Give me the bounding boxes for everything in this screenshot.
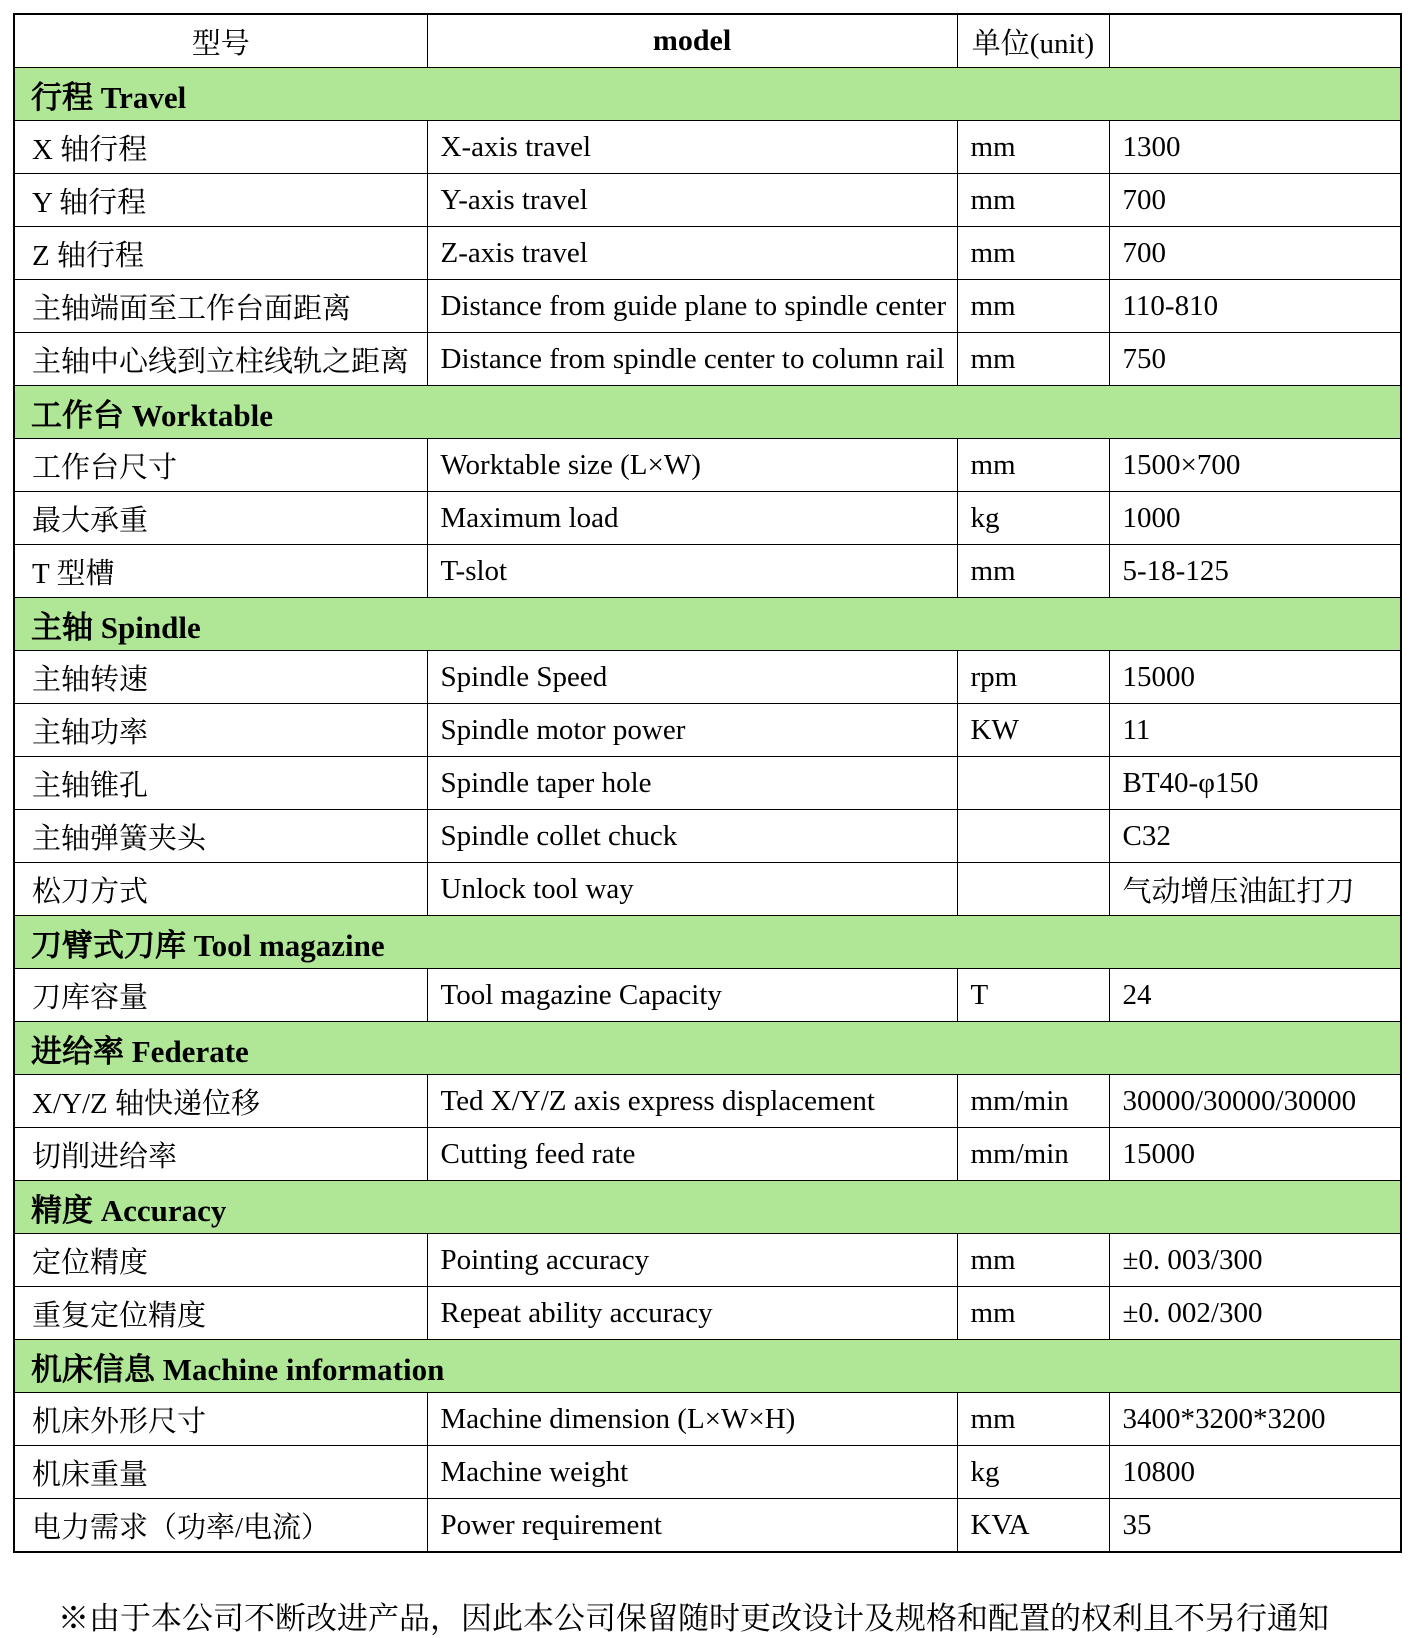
spec-row [14, 1393, 1401, 1446]
spec-unit: rpm [957, 651, 1109, 704]
spec-row [14, 280, 1401, 333]
spec-name-en: Tool magazine Capacity [427, 969, 957, 1022]
spec-value: 24 [1109, 969, 1401, 1022]
spec-value: 110-810 [1109, 280, 1401, 333]
section-title: 刀臂式刀库 Tool magazine [14, 916, 1401, 969]
section-title: 机床信息 Machine information [14, 1340, 1401, 1393]
spec-name-cn: X 轴行程 [14, 121, 427, 174]
spec-value: BT40-φ150 [1109, 757, 1401, 810]
spec-name-cn: T 型槽 [14, 545, 427, 598]
spec-name-cn: 最大承重 [14, 492, 427, 545]
spec-row [14, 1446, 1401, 1499]
section-title: 精度 Accuracy [14, 1181, 1401, 1234]
spec-value: 11 [1109, 704, 1401, 757]
spec-value: 15000 [1109, 1128, 1401, 1181]
spec-row [14, 651, 1401, 704]
spec-value: ±0. 003/300 [1109, 1234, 1401, 1287]
section-header-row [14, 1340, 1401, 1393]
spec-name-cn: 刀库容量 [14, 969, 427, 1022]
header-value [1109, 14, 1401, 68]
spec-name-cn: 重复定位精度 [14, 1287, 427, 1340]
spec-name-cn: 主轴转速 [14, 651, 427, 704]
spec-name-en: Repeat ability accuracy [427, 1287, 957, 1340]
header-unit: 单位(unit) [957, 14, 1109, 68]
spec-name-cn: Y 轴行程 [14, 174, 427, 227]
spec-name-en: Spindle collet chuck [427, 810, 957, 863]
spec-name-en: Worktable size (L×W) [427, 439, 957, 492]
spec-row [14, 704, 1401, 757]
table-header-row [14, 14, 1401, 68]
spec-unit: mm [957, 227, 1109, 280]
spec-unit [957, 757, 1109, 810]
spec-name-en: T-slot [427, 545, 957, 598]
spec-name-en: Z-axis travel [427, 227, 957, 280]
spec-name-en: Unlock tool way [427, 863, 957, 916]
spec-name-en: Pointing accuracy [427, 1234, 957, 1287]
spec-row [14, 757, 1401, 810]
spec-unit: mm [957, 280, 1109, 333]
spec-value: 1000 [1109, 492, 1401, 545]
spec-unit: KW [957, 704, 1109, 757]
spec-name-cn: 定位精度 [14, 1234, 427, 1287]
spec-value: C32 [1109, 810, 1401, 863]
spec-name-cn: 松刀方式 [14, 863, 427, 916]
section-header-row [14, 916, 1401, 969]
spec-name-cn: 主轴弹簧夹头 [14, 810, 427, 863]
spec-name-en: Cutting feed rate [427, 1128, 957, 1181]
spec-value: 10800 [1109, 1446, 1401, 1499]
section-header-row [14, 598, 1401, 651]
spec-unit: kg [957, 492, 1109, 545]
spec-value: 700 [1109, 227, 1401, 280]
spec-row [14, 1287, 1401, 1340]
spec-name-cn: 主轴中心线到立柱线轨之距离 [14, 333, 427, 386]
spec-name-cn: X/Y/Z 轴快递位移 [14, 1075, 427, 1128]
spec-name-cn: 主轴端面至工作台面距离 [14, 280, 427, 333]
spec-value: 30000/30000/30000 [1109, 1075, 1401, 1128]
header-model-cn: 型号 [14, 14, 427, 68]
spec-name-en: X-axis travel [427, 121, 957, 174]
spec-value: 3400*3200*3200 [1109, 1393, 1401, 1446]
section-title: 行程 Travel [14, 68, 1401, 121]
spec-name-en: Distance from spindle center to column rail [427, 333, 957, 386]
spec-name-en: Power requirement [427, 1499, 957, 1553]
section-title: 进给率 Federate [14, 1022, 1401, 1075]
spec-row [14, 1499, 1401, 1553]
spec-name-en: Distance from guide plane to spindle center [427, 280, 957, 333]
spec-unit: mm/min [957, 1075, 1109, 1128]
spec-row [14, 439, 1401, 492]
spec-unit: mm [957, 1234, 1109, 1287]
spec-name-cn: 电力需求（功率/电流） [14, 1499, 427, 1553]
spec-value: 1300 [1109, 121, 1401, 174]
section-header-row [14, 386, 1401, 439]
spec-name-cn: 机床外形尺寸 [14, 1393, 427, 1446]
spec-value: 35 [1109, 1499, 1401, 1553]
spec-row [14, 810, 1401, 863]
spec-unit [957, 863, 1109, 916]
spec-unit: mm [957, 439, 1109, 492]
spec-name-cn: 切削进给率 [14, 1128, 427, 1181]
spec-name-cn: 工作台尺寸 [14, 439, 427, 492]
spec-row [14, 227, 1401, 280]
spec-value: 700 [1109, 174, 1401, 227]
header-model-en: model [427, 14, 957, 68]
spec-name-en: Y-axis travel [427, 174, 957, 227]
spec-unit: kg [957, 1446, 1109, 1499]
spec-row [14, 1234, 1401, 1287]
section-title: 工作台 Worktable [14, 386, 1401, 439]
spec-unit: mm [957, 1393, 1109, 1446]
section-header-row [14, 68, 1401, 121]
spec-name-cn: 机床重量 [14, 1446, 427, 1499]
section-header-row [14, 1022, 1401, 1075]
spec-name-en: Spindle Speed [427, 651, 957, 704]
spec-value: 气动增压油缸打刀 [1109, 863, 1401, 916]
spec-unit: T [957, 969, 1109, 1022]
spec-name-en: Maximum load [427, 492, 957, 545]
spec-unit: mm [957, 121, 1109, 174]
spec-unit [957, 810, 1109, 863]
spec-row [14, 333, 1401, 386]
spec-row [14, 1075, 1401, 1128]
spec-name-en: Ted X/Y/Z axis express displacement [427, 1075, 957, 1128]
spec-name-cn: 主轴功率 [14, 704, 427, 757]
spec-row [14, 492, 1401, 545]
spec-unit: mm/min [957, 1128, 1109, 1181]
spec-unit: mm [957, 545, 1109, 598]
spec-unit: mm [957, 1287, 1109, 1340]
footer-disclaimer-note: ※由于本公司不断改进产品，因此本公司保留随时更改设计及规格和配置的权利且不另行通知 [58, 1601, 1329, 1636]
spec-name-en: Machine dimension (L×W×H) [427, 1393, 957, 1446]
spec-unit: mm [957, 333, 1109, 386]
spec-name-en: Spindle taper hole [427, 757, 957, 810]
spec-name-en: Machine weight [427, 1446, 957, 1499]
spec-name-cn: Z 轴行程 [14, 227, 427, 280]
section-title: 主轴 Spindle [14, 598, 1401, 651]
spec-value: 5-18-125 [1109, 545, 1401, 598]
spec-unit: KVA [957, 1499, 1109, 1553]
spec-row [14, 1128, 1401, 1181]
spec-name-cn: 主轴锥孔 [14, 757, 427, 810]
spec-row [14, 121, 1401, 174]
machine-spec-table [13, 13, 1402, 1553]
spec-value: 15000 [1109, 651, 1401, 704]
spec-unit: mm [957, 174, 1109, 227]
spec-row [14, 969, 1401, 1022]
spec-value: ±0. 002/300 [1109, 1287, 1401, 1340]
spec-row [14, 174, 1401, 227]
spec-value: 750 [1109, 333, 1401, 386]
spec-row [14, 863, 1401, 916]
spec-row [14, 545, 1401, 598]
spec-value: 1500×700 [1109, 439, 1401, 492]
section-header-row [14, 1181, 1401, 1234]
spec-name-en: Spindle motor power [427, 704, 957, 757]
